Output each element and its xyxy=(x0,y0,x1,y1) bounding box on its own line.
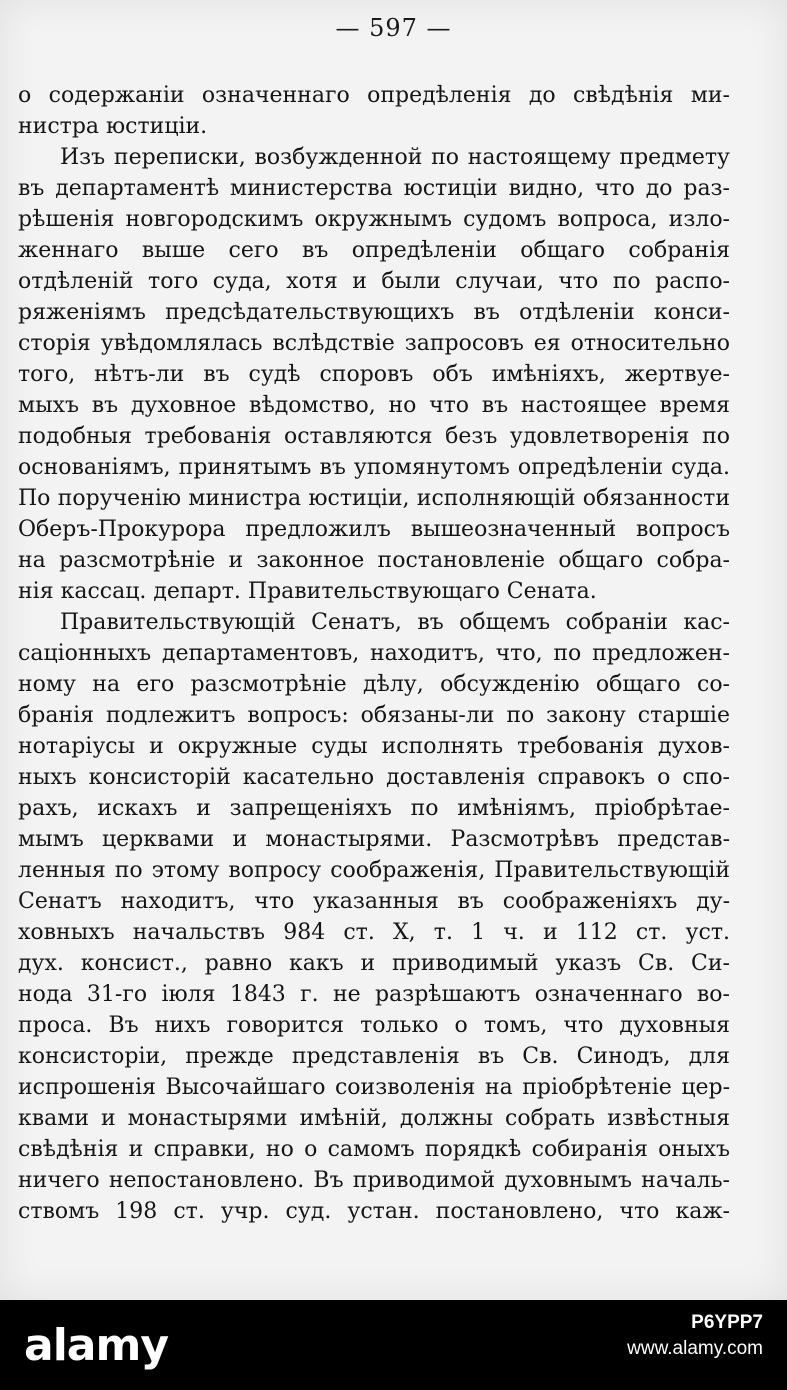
alamy-logo: alamy xyxy=(24,1320,168,1371)
text-line: ныхъ консисторій касательно доставленія справокъ о спо- xyxy=(18,765,730,790)
text-line: квами и монастырями имѣній, должны собрать извѣстныя xyxy=(18,1106,730,1131)
text-line: ховныхъ начальствъ 984 ст. X, т. 1 ч. и 112 ст. уст. xyxy=(18,920,730,945)
text-line: рѣшенія новгородскимъ окружнымъ судомъ вопроса, изло- xyxy=(18,207,730,232)
text-line: ничего непостановлено. Въ приводимой духовнымъ началь- xyxy=(18,1168,730,1193)
text-line: Сенатъ находитъ, что указанныя въ соображеніяхъ ду- xyxy=(18,889,730,914)
text-line: отдѣленій того суда, хотя и были случаи, что по распо- xyxy=(18,269,730,294)
text-line: сторія увѣдомлялась вслѣдствіе запросовъ ея относительно xyxy=(18,331,730,356)
text-line: консисторіи, прежде представленія въ Св. Синодъ, для xyxy=(18,1044,730,1069)
text-line: на разсмотрѣніе и законное постановленіе общаго собра- xyxy=(18,548,730,573)
text-line: ствомъ 198 ст. учр. суд. устан. постановлено, что каж- xyxy=(18,1199,730,1224)
watermark-footer xyxy=(0,1300,787,1390)
text-line: мымъ церквами и монастырями. Разсмотрѣвъ представ- xyxy=(18,827,730,852)
text-line: подобныя требованія оставляются безъ удовлетворенія по xyxy=(18,424,730,449)
text-line: нистра юстиціи. xyxy=(18,114,208,139)
image-code: P6YPP7 xyxy=(691,1312,763,1333)
image-id-block xyxy=(627,1312,763,1360)
text-line: саціонныхъ департаментовъ, находитъ, что, по предложен- xyxy=(18,641,730,666)
text-line: рахъ, искахъ и запрещеніяхъ по имѣніямъ, пріобрѣтае- xyxy=(18,796,730,821)
text-line: ному на его разсмотрѣніе дѣлу, обсужденію общаго со- xyxy=(18,672,730,697)
text-line: ряженіямъ предсѣдательствующихъ въ отдѣленіи конси- xyxy=(18,300,730,325)
text-line: испрошенія Высочайшаго соизволенія на пріобрѣтеніе цер- xyxy=(18,1075,730,1100)
site-url: www.alamy.com xyxy=(627,1338,763,1359)
text-line: въ департаментѣ министерства юстиціи видно, что до раз- xyxy=(18,176,730,201)
text-line: основаніямъ, принятымъ въ упомянутомъ опредѣленіи суда. xyxy=(18,455,730,480)
text-line: Правительствующій Сенатъ, въ общемъ собраніи кас- xyxy=(60,610,730,635)
text-line: Оберъ-Прокурора предложилъ вышеозначенный вопросъ xyxy=(18,517,730,542)
text-line: о содержаніи означеннаго опредѣленія до свѣдѣнія ми- xyxy=(18,83,730,108)
text-line: ленныя по этому вопросу соображенія, Правительствующій xyxy=(18,858,730,883)
text-line: нода 31-го іюля 1843 г. не разрѣшаютъ означеннаго во- xyxy=(18,982,730,1007)
text-line: нія кассац. департ. Правительствующаго Сената. xyxy=(18,579,597,604)
text-line: мыхъ въ духовное вѣдомство, но что въ настоящее время xyxy=(18,393,730,418)
text-line: проса. Въ нихъ говорится только о томъ, что духовныя xyxy=(18,1013,730,1038)
text-line: того, нѣтъ-ли въ судѣ споровъ объ имѣніяхъ, жертвуе- xyxy=(18,362,730,387)
text-line: бранія подлежитъ вопросъ: обязаны-ли по закону старшіе xyxy=(18,703,730,728)
body-text xyxy=(18,80,730,1227)
text-line: дух. консист., равно какъ и приводимый указъ Св. Си- xyxy=(18,951,730,976)
text-line: свѣдѣнія и справки, но о самомъ порядкѣ собиранія оныхъ xyxy=(18,1137,730,1162)
page-number: — 597 — xyxy=(335,14,452,42)
text-line: женнаго выше сего въ опредѣленіи общаго собранія xyxy=(18,238,730,263)
text-line: Изъ переписки, возбужденной по настоящему предмету xyxy=(60,145,730,170)
text-line: нотаріусы и окружные суды исполнять требованія духов- xyxy=(18,734,730,759)
text-line: По порученію министра юстиціи, исполняющій обязанности xyxy=(18,486,730,511)
